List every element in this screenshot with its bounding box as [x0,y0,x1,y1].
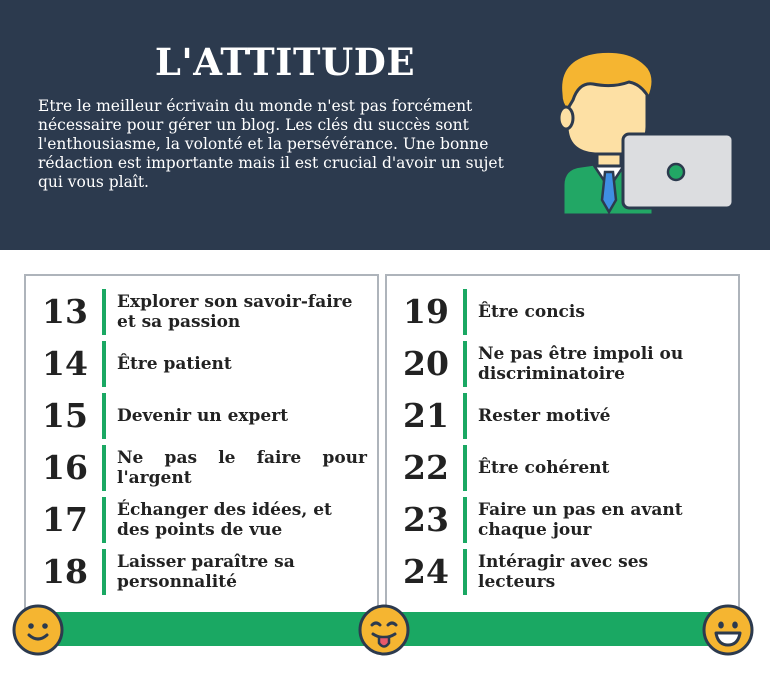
list-item [26,444,377,492]
item-number: 13 [42,292,88,331]
item-text: Échanger des idées, et des points de vue [117,500,332,540]
list-item [387,444,738,492]
item-text: Devenir un expert [117,406,289,426]
item-number: 20 [403,344,449,383]
item-text: Être patient [117,354,232,374]
item-divider [102,497,106,543]
item-number: 21 [403,396,449,435]
item-text: Ne pas être impoli ou discriminatoire [478,344,684,384]
item-text: Ne pas le faire pour l'argent [117,448,367,488]
item-divider [463,393,467,439]
item-text: Être cohérent [478,458,610,478]
tongue-face-icon [357,603,411,657]
list-item [387,340,738,388]
list-item [387,548,738,596]
header-banner [0,0,770,250]
item-number: 19 [403,292,449,331]
tips-panel-left [24,274,379,610]
item-text: Être concis [478,302,585,322]
item-text: Rester motivé [478,406,611,426]
item-divider [463,341,467,387]
item-divider [102,289,106,335]
list-item [26,496,377,544]
item-divider [102,445,106,491]
grinning-face-icon [701,603,755,657]
page-title: L'ATTITUDE [154,40,416,84]
list-item [387,288,738,336]
item-number: 15 [42,396,88,435]
intro-text: Etre le meilleur écrivain du monde n'est pas forcément nécessaire pour gérer un blog. Les clés du succès sont l'enthousiasme, la volonté et la persévérance. Une bonne rédaction est importante mais il est crucial d'avoir un sujet qui vous plaît. [38,97,504,191]
item-number: 14 [42,344,88,383]
item-number: 22 [403,448,449,487]
list-item [26,288,377,336]
item-divider [102,341,106,387]
item-number: 16 [42,448,88,487]
item-text: Intéragir avec ses lecteurs [478,552,649,592]
item-number: 17 [42,500,88,539]
list-item [26,548,377,596]
tips-panel-right [385,274,740,610]
item-number: 24 [403,552,449,591]
item-text: Explorer son savoir-faire et sa passion [117,292,353,332]
businessman-laptop-icon [545,40,745,215]
list-item [387,496,738,544]
list-item [387,392,738,440]
item-text: Faire un pas en avant chaque jour [478,500,683,540]
item-divider [102,549,106,595]
item-divider [463,289,467,335]
item-number: 23 [403,500,449,539]
list-item [26,340,377,388]
item-divider [102,393,106,439]
list-item [26,392,377,440]
item-divider [463,445,467,491]
item-divider [463,497,467,543]
item-divider [463,549,467,595]
item-text: Laisser paraître sa personnalité [117,552,295,592]
item-number: 18 [42,552,88,591]
smiling-face-icon [11,603,65,657]
